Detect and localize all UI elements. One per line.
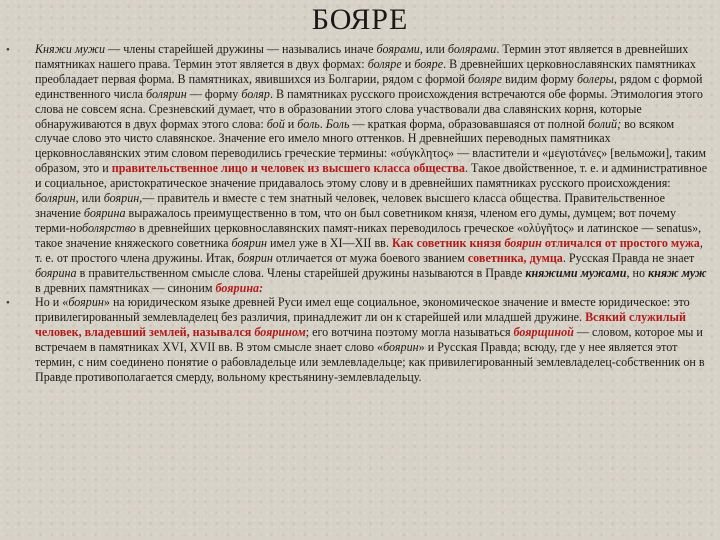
text-run: княжими мужами (525, 265, 627, 280)
text-run: — словом, которое мы и встречаем в памятниках XVI, XVII вв. В этом смысле знает слово « (35, 325, 703, 355)
text-run: болярами (447, 42, 497, 56)
text-run: Боль (325, 116, 350, 131)
text-run: болеры (577, 71, 614, 86)
text-run: » и Русская Правда; всюду, где у нее является этот термин, с ним соединено понятие о рабовладельце или землевладельце; как привилегированный землевладелец-собственник он в Правде противополагается смерду, вольному крестьянину-землевладельцу. (35, 340, 705, 384)
paragraph-1 (6, 42, 708, 295)
text-run: боярин (231, 235, 268, 250)
text-run: боярами (376, 42, 420, 56)
text-run: и (284, 116, 298, 131)
text-run: боярщиной (513, 325, 574, 340)
text-run: во всяком случае слово это чисто славянское. Значение его имело много оттенков. Н древнейших переводных памятниках церковнославянских этим словом переводились греческие термины: «σύγκλητος» — властители и «μεγιστάνες» [вельможи], таким образом, это и (35, 116, 706, 176)
text-run: боярин (68, 295, 104, 310)
text-run: . Термин этот является в древнейших памятниках нашего права. Термин этот является в двух формах: (35, 42, 689, 71)
text-run: правительственное лицо и человек из высшего класса общества (111, 161, 465, 176)
text-run: в древних памятниках — синоним (35, 280, 216, 295)
text-run: » на юридическом языке древней Руси имел еще социальное, экономическое значение и вместе юридическое: это привилегированный землевладелец без различия, принадлежит ли он к старейшей или младшей дружине. (35, 295, 690, 325)
bullet-icon: • (6, 297, 10, 310)
paragraph-2-text (35, 295, 705, 384)
text-run: , т. е. от простого члена дружины. Итак, (35, 235, 703, 265)
text-run: ,— правитель и вместе с тем знатный человек, человек высшего класса общества. Правительственное значение (35, 191, 666, 220)
text-run: отличался от простого мужа (541, 235, 700, 250)
slide-title: БОЯРЕ (311, 3, 409, 36)
text-run: в древнейших церковнославянских памят-никах переводилось греческое «ολὐγῆτος» и латинское — senatus», такое значение княжеского советника (35, 220, 702, 250)
text-run: Но и « (35, 295, 69, 310)
text-run: . В памятниках русского происхождения встречаются обе формы. Этимология этого слова не совсем ясна. Срезневский думает, что в образовании этого слова участвовали два славянских корня, которые обнаруживаются в двух формах этого слова: (35, 86, 703, 131)
text-run: . Такое двойственное, т. е. и административное и социальное, аристократическое значение придавалось этому слову и в древнейших памятниках русского происхождения: (35, 161, 708, 191)
text-run: боярин (504, 235, 542, 250)
text-run: боляре (367, 56, 402, 71)
text-run: и (401, 56, 415, 71)
text-run: боляре (468, 71, 503, 86)
text-run: имел уже в XI—XII вв. (267, 235, 392, 250)
text-run: , рядом с формой единственного числа (35, 71, 703, 101)
text-run: . Русская Правда не знает (562, 250, 695, 265)
text-run: . В древнейших церковнославянских памятниках преобладает первая форма. В памятниках, явившихся из Болгарии, рядом с формой (35, 56, 696, 86)
text-run: в правительственном смысле слова. Члены старейшей дружины называются в Правде (76, 265, 526, 280)
text-run: боярином (254, 325, 306, 340)
paragraph-2 (6, 295, 708, 384)
text-run: боярина: (215, 280, 264, 295)
text-run: болий; (588, 116, 622, 131)
text-run: отличается от мужа боевого званием (272, 250, 468, 265)
text-run: Всякий служилый человек, владевший землей, назывался (35, 310, 686, 340)
text-run: . (319, 116, 326, 131)
text-run: бой (266, 116, 285, 131)
text-run: видим форму (502, 71, 577, 86)
text-run: боярина (83, 205, 126, 220)
text-run: ; его вотчина поэтому могла называться (305, 325, 514, 340)
text-run: — краткая форма, образовавшаяся от полной (349, 116, 589, 131)
text-run: выражалось преимущественно в том, что он был советником князя, членом его думы, думцем; вот почему терми-н (35, 205, 677, 235)
text-run: боль (297, 116, 320, 131)
text-run: боярина (35, 265, 77, 280)
text-run: — форму (186, 86, 242, 101)
text-run: бояре (414, 56, 444, 71)
text-run: боярин (383, 340, 419, 355)
paragraph-1-text (35, 42, 707, 295)
text-run: , или (419, 42, 448, 56)
text-run: советника, думца (467, 250, 563, 265)
text-run: Княжи мужи (35, 42, 106, 56)
text-run: княж муж (648, 265, 707, 280)
bullet-icon: • (6, 44, 10, 56)
slide-body (6, 42, 708, 385)
text-run: , или (75, 191, 104, 206)
text-run: — члены старейшей дружины — назывались иначе (105, 42, 377, 56)
text-run: оболярство (76, 220, 136, 235)
text-run: боярин (237, 250, 273, 265)
text-run: Как советник князя (391, 235, 505, 250)
text-run: боярин (103, 191, 140, 206)
text-run: болярин (35, 191, 76, 206)
text-run: болярин (146, 86, 187, 101)
text-run: боляр (241, 86, 270, 101)
text-run: , но (626, 265, 649, 280)
